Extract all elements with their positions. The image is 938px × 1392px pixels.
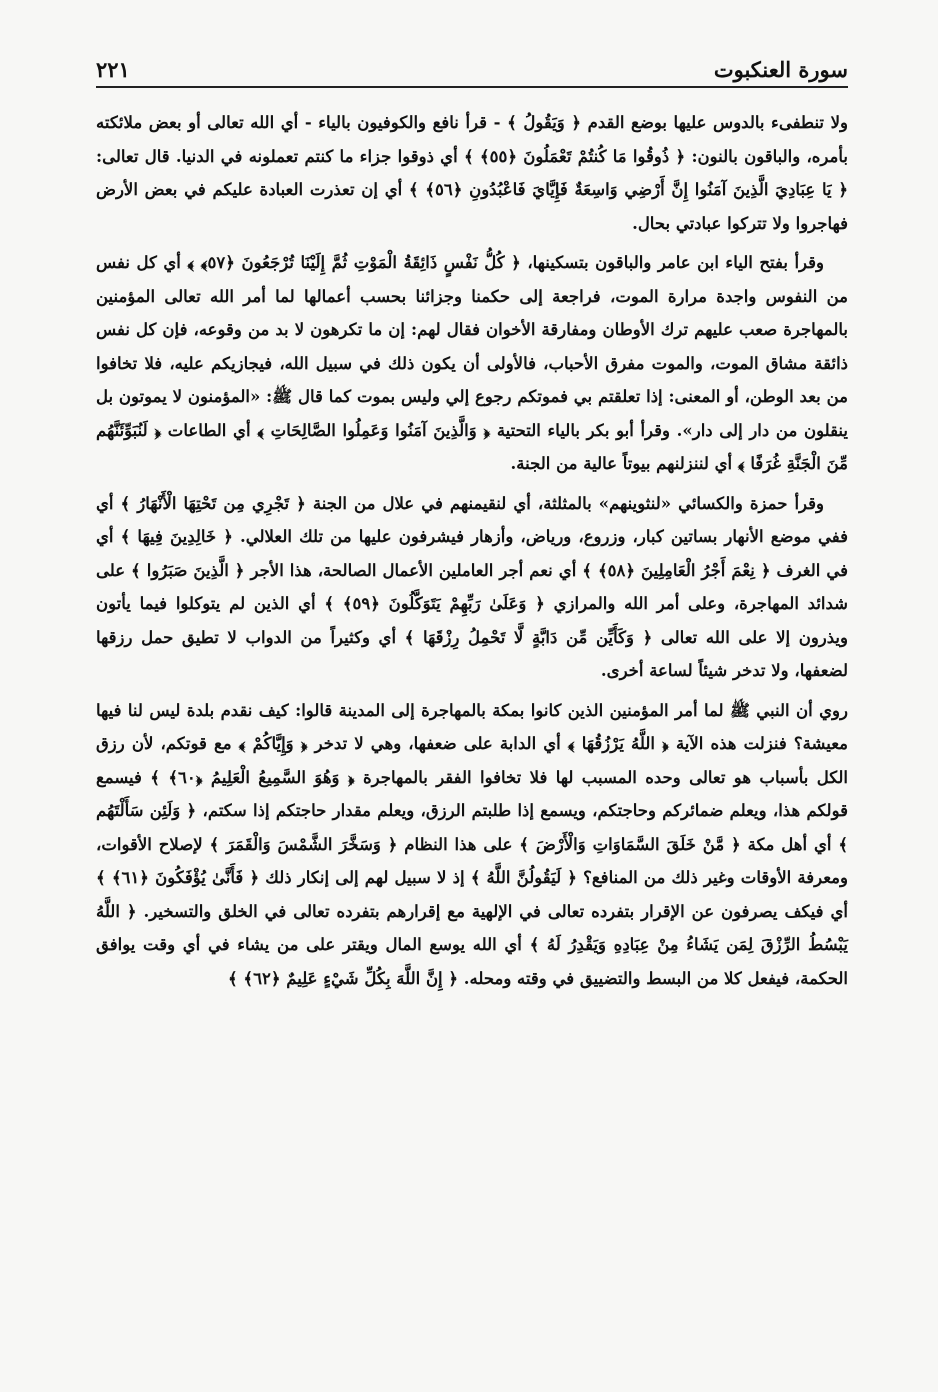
paragraph-3: وقرأ حمزة والكسائي «لنثوينهم» بالمثلثة، أي لنقيمنهم في علال من الجنة ﴿ تَجْرِي مِن تَحْتِهَا الْأَنْهَارُ ﴾ أي ففي موضع الأنهار بساتين كبار، وزروع، ورياض، وأزهار فيشرفون عليها من تلك العلالي. ﴿ خَالِدِينَ فِيهَا ﴾ أي في الغرف ﴿ نِعْمَ أَجْرُ الْعَامِلِينَ ﴿٥٨﴾ ﴾ أي نعم أجر العاملين الأعمال الصالحة، هذا الأجر ﴿ الَّذِينَ صَبَرُوا ﴾ على شدائد المهاجرة، وعلى أمر الله والمرازي ﴿ وَعَلَىٰ رَبِّهِمْ يَتَوَكَّلُونَ ﴿٥٩﴾ ﴾ أي الذين لم يتوكلوا فيما يأتون ويذرون إلا على الله تعالى ﴿ وَكَأَيِّن مِّن دَابَّةٍ لَّا تَحْمِلُ رِزْقَهَا ﴾ أي وكثيراً من الدواب لا تطيق حمل رزقها لضعفها، ولا تدخر شيئاً لساعة أخرى. xyxy=(96,493,848,680)
paragraph-2: وقرأ بفتح الياء ابن عامر والباقون بتسكينها، ﴿ كُلُّ نَفْسٍ ذَائِقَةُ الْمَوْتِ ثُمَّ إِلَيْنَا تُرْجَعُونَ ﴿٥٧﴾ ﴾ أي كل نفس من النفوس واجدة مرارة الموت، فراجعة إلى حكمنا وجزائنا بحسب أعمالها لما أمر الله تعالى المؤمنين بالمهاجرة صعب عليهم ترك الأوطان ومفارقة الأخوان فقال لهم: إن ما تكرهون لا بد من وقوعه، فإن كل نفس ذائقة مشاق الموت، والموت مفرق الأحباب، فالأولى أن يكون ذلك في سبيل الله، فيجازيكم عليه، فلا تخافوا من بعد الوطن، أو المعنى: إذا تعلقتم بي فموتكم رجوع إلي وليس بموت كما قال ﷺ: «المؤمنون لا يموتون بل ينقلون من دار إلى دار». وقرأ أبو بكر بالياء التحتية ﴿ وَالَّذِينَ آمَنُوا وَعَمِلُوا الصَّالِحَاتِ ﴾ أي الطاعات ﴿ لَنُبَوِّئَنَّهُم مِّنَ الْجَنَّةِ غُرَفًا ﴾ أي لننزلنهم بيوتاً عالية من الجنة. xyxy=(96,253,848,473)
page-body xyxy=(96,106,848,995)
page-header xyxy=(96,38,848,88)
page-number: ٢٢١ xyxy=(96,57,130,82)
paragraph-1: ولا تنطفىء بالدوس عليها بوضع القدم ﴿ وَيَقُولُ ﴾ - قرأ نافع والكوفيون بالياء - أي الله تعالى أو بعض ملائكته بأمره، والباقون بالنون: ﴿ ذُوقُوا مَا كُنتُمْ تَعْمَلُونَ ﴿٥٥﴾ ﴾ أي ذوقوا جزاء ما كنتم تعملونه في الدنيا. قال تعالى: ﴿ يَا عِبَادِيَ الَّذِينَ آمَنُوا إِنَّ أَرْضِي وَاسِعَةٌ فَإِيَّايَ فَاعْبُدُونِ ﴿٥٦﴾ ﴾ أي إن تعذرت العبادة عليكم في بعض الأرض فهاجروا ولا تتركوا عبادتي بحال. xyxy=(96,113,848,233)
paragraph-4: روي أن النبي ﷺ لما أمر المؤمنين الذين كانوا بمكة بالمهاجرة إلى المدينة قالوا: كيف نقدم بلدة ليس لنا فيها معيشة؟ فنزلت هذه الآية ﴿ اللَّهُ يَرْزُقُهَا ﴾ أي الدابة على ضعفها، وهي لا تدخر ﴿ وَإِيَّاكُمْ ﴾ مع قوتكم، لأن رزق الكل بأسباب هو تعالى وحده المسبب لها فلا تخافوا الفقر بالمهاجرة ﴿ وَهُوَ السَّمِيعُ الْعَلِيمُ ﴿٦٠﴾ ﴾ فيسمع قولكم هذا، ويعلم ضمائركم وحاجتكم، ويسمع إذا طلبتم الرزق، ويعلم مقدار حاجتكم إذا سكتم، ﴿ وَلَئِن سَأَلْتَهُم ﴾ أي أهل مكة ﴿ مَّنْ خَلَقَ السَّمَاوَاتِ وَالْأَرْضَ ﴾ على هذا النظام ﴿ وَسَخَّرَ الشَّمْسَ وَالْقَمَرَ ﴾ لإصلاح الأقوات، ومعرفة الأوقات وغير ذلك من المنافع؟ ﴿ لَيَقُولُنَّ اللَّهُ ﴾ إذ لا سبيل لهم إلى إنكار ذلك ﴿ فَأَنَّىٰ يُؤْفَكُونَ ﴿٦١﴾ ﴾ أي فيكف يصرفون عن الإقرار بتفرده تعالى في الإلهية مع إقرارهم بتفرده تعالى في الخلق والتسخير. ﴿ اللَّهُ يَبْسُطُ الرِّزْقَ لِمَن يَشَاءُ مِنْ عِبَادِهِ وَيَقْدِرُ لَهُ ﴾ أي الله يوسع المال ويقتر على من يشاء في أي وقت يوافق الحكمة، فيفعل كلا من البسط والتضييق في وقته ومحله. ﴿ إِنَّ اللَّهَ بِكُلِّ شَيْءٍ عَلِيمٌ ﴿٦٢﴾ ﴾ xyxy=(96,700,849,988)
surah-title: سورة العنكبوت xyxy=(713,57,848,82)
